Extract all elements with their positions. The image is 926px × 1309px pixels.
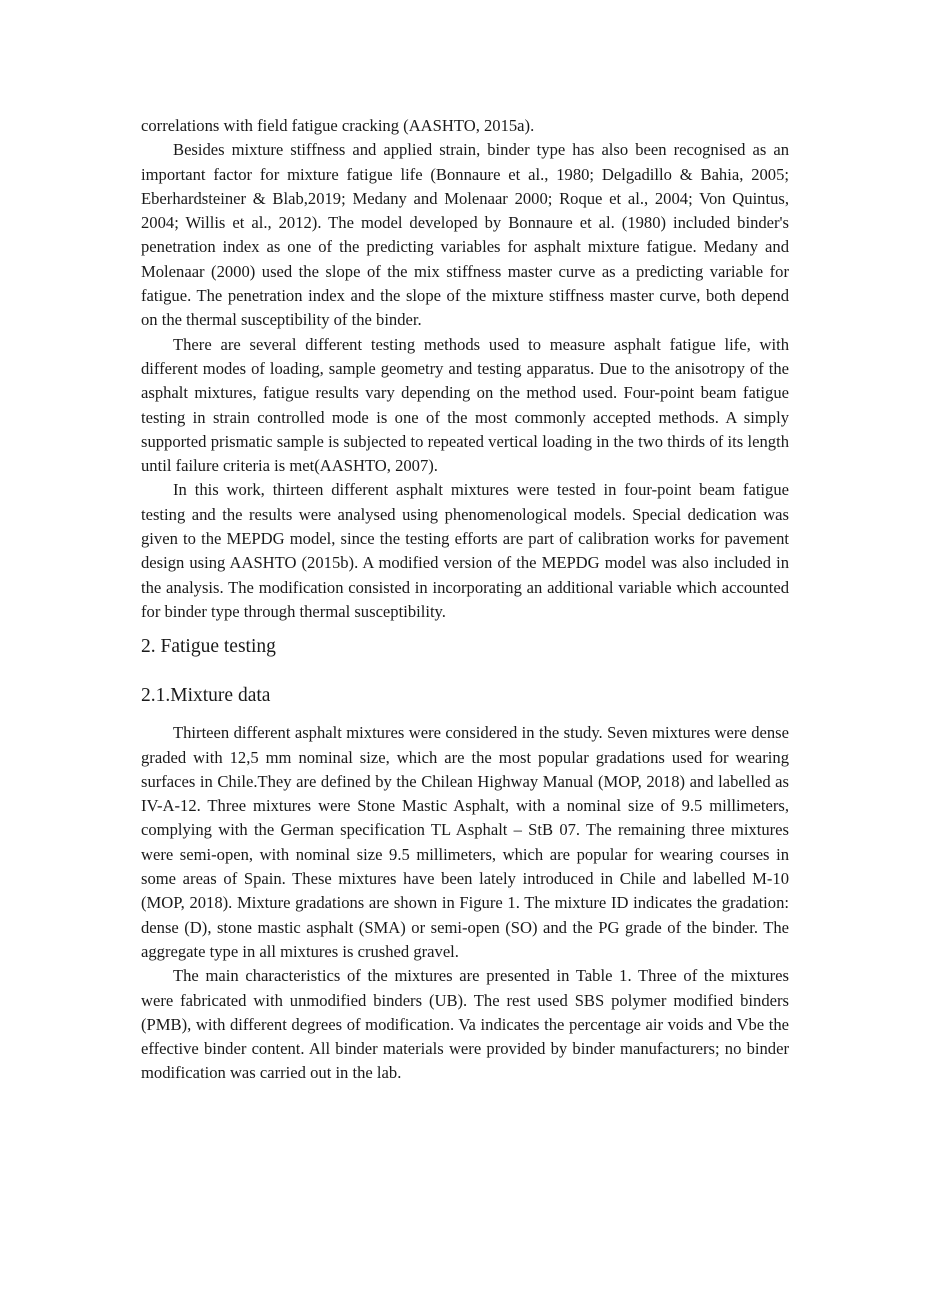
page-body	[141, 114, 789, 1086]
paragraph-mixtures: Thirteen different asphalt mixtures were considered in the study. Seven mixtures were dense graded with 12,5 mm nominal size, which are the most popular gradations used for wearing surfaces in Chile.They are defined by the Chilean Highway Manual (MOP, 2018) and labelled as IV-A-12. Three mixtures were Stone Mastic Asphalt, with a nominal size of 9.5 millimeters, complying with the German specification TL Asphalt – StB 07. The remaining three mixtures were semi-open, with nominal size 9.5 millimeters, which are popular for wearing courses in some areas of Spain. These mixtures have been lately introduced in Chile and labelled M-10 (MOP, 2018). Mixture gradations are shown in Figure 1. The mixture ID indicates the gradation: dense (D), stone mastic asphalt (SMA) or semi-open (SO) and the PG grade of the binder. The aggregate type in all mixtures is crushed gravel.	[141, 723, 789, 961]
paragraph-continuation: correlations with field fatigue cracking (AASHTO, 2015a).	[141, 116, 535, 135]
paragraph-testing-methods: There are several different testing methods used to measure asphalt fatigue life, with different modes of loading, sample geometry and testing apparatus. Due to the anisotropy of the asphalt mixtures, fatigue results vary depending on the method used. Four-point beam fatigue testing in strain controlled mode is one of the most commonly accepted methods. A simply supported prismatic sample is subjected to repeated vertical loading in the two thirds of its length until failure criteria is met(AASHTO, 2007).	[141, 334, 789, 476]
paragraph-this-work: In this work, thirteen different asphalt mixtures were tested in four-point beam fatigue testing and the results were analysed using phenomenological models. Special dedication was given to the MEPDG model, since the testing efforts are part of calibration works for pavement design using AASHTO (2015b). A modified version of the MEPDG model was also included in the analysis. The modification consisted in incorporating an additional variable which accounted for binder type through thermal susceptibility.	[141, 480, 789, 621]
section-heading-fatigue-testing: 2. Fatigue testing	[141, 636, 276, 658]
subsection-heading-mixture-data: 2.1.Mixture data	[141, 685, 271, 707]
paragraph-characteristics: The main characteristics of the mixtures are presented in Table 1. Three of the mixtures were fabricated with unmodified binders (UB). The rest used SBS polymer modified binders (PMB), with different degrees of modification. Va indicates the percentage air voids and Vbe the effective binder content. All binder materials were provided by binder manufacturers; no binder modification was carried out in the lab.	[141, 966, 789, 1083]
paragraph-binder-type: Besides mixture stiffness and applied strain, binder type has also been recognised as an important factor for mixture fatigue life (Bonnaure et al., 1980; Delgadillo & Bahia, 2005; Eberhardsteiner & Blab,2019; Medany and Molenaar 2000; Roque et al., 2004; Von Quintus, 2004; Willis et al., 2012). The model developed by Bonnaure et al. (1980) included binder's penetration index as one of the predicting variables for asphalt mixture fatigue. Medany and Molenaar (2000) used the slope of the mix stiffness master curve as a predicting variable for fatigue. The penetration index and the slope of the mixture stiffness master curve, both depend on the thermal susceptibility of the binder.	[141, 140, 789, 330]
